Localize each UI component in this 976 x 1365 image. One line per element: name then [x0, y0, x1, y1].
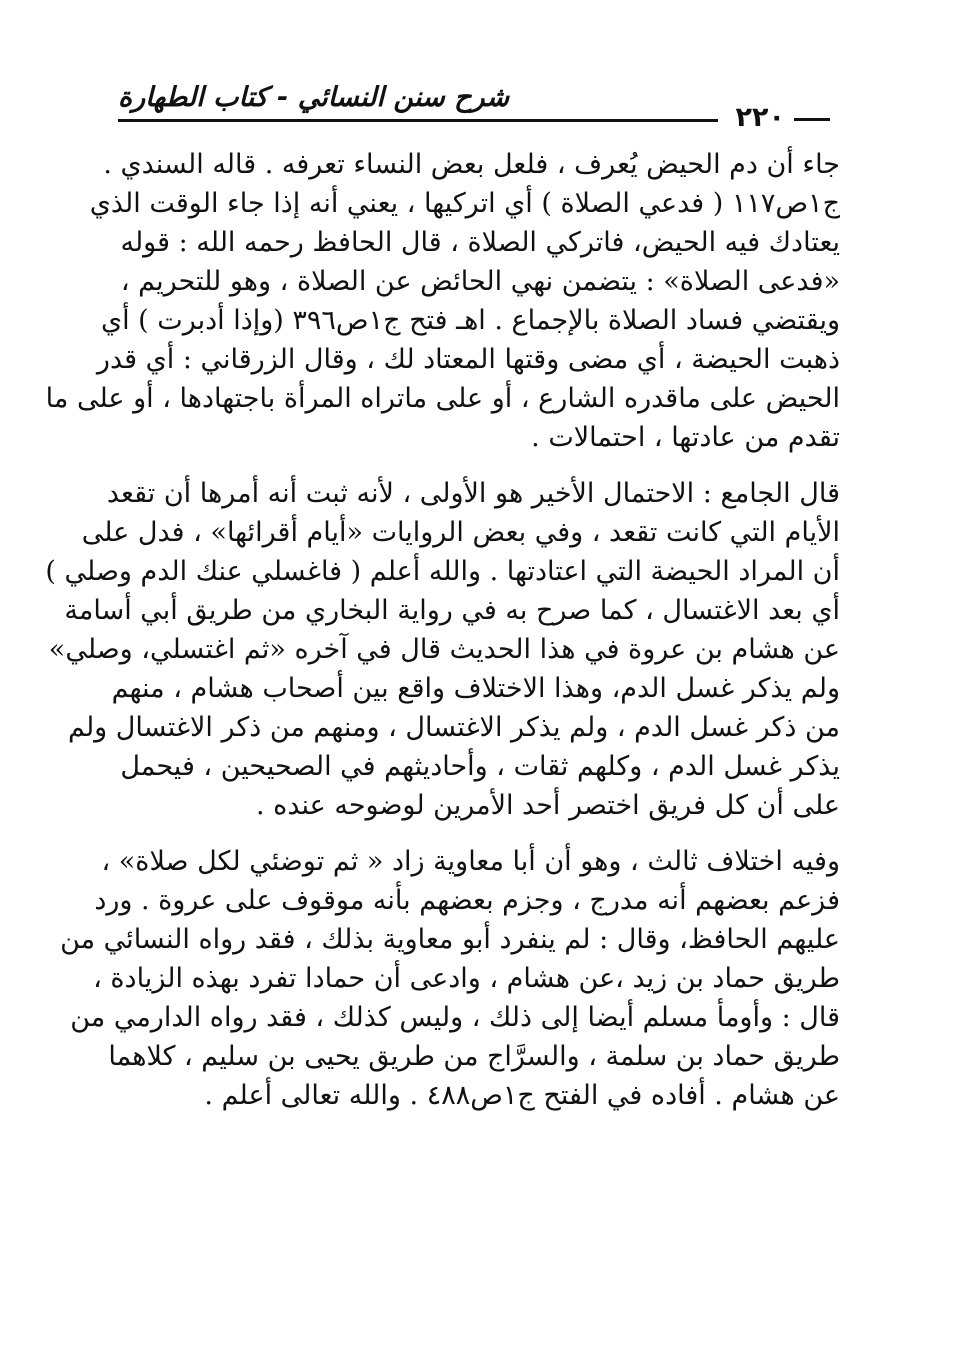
paragraph-2-line-3: أن المراد الحيضة التي اعتادتها . والله أعلم ( فاغسلي عنك الدم وصلي )	[45, 556, 840, 587]
paragraph-2-line-6: ولم يذكر غسل الدم، وهذا الاختلاف واقع بين أصحاب هشام ، منهم	[111, 673, 840, 704]
header-rule	[118, 119, 718, 122]
paragraph-1	[45, 145, 840, 457]
paragraph-1-line-6: ذهبت الحيضة ، أي مضى وقتها المعتاد لك ، وقال الزرقاني : أي قدر	[96, 344, 840, 375]
paragraph-2-line-9: على أن كل فريق اختصر أحد الأمرين لوضوحه عنده .	[256, 790, 840, 821]
paragraph-2-line-2: الأيام التي كانت تقعد ، وفي بعض الروايات «أيام أقرائها» ، فدل على	[81, 517, 840, 548]
paragraph-2-line-1: قال الجامع : الاحتمال الأخير هو الأولى ، لأنه ثبت أنه أمرها أن تقعد	[106, 478, 840, 509]
paragraph-1-line-7: الحيض على ماقدره الشارع ، أو على ماتراه المرأة باجتهادها ، أو على ما	[45, 383, 840, 414]
paragraph-2	[45, 474, 840, 825]
paragraph-3-line-7: عن هشام . أفاده في الفتح ج١ص٤٨٨ . والله تعالى أعلم .	[204, 1080, 840, 1111]
paragraph-3-line-5: قال : وأومأ مسلم أيضا إلى ذلك ، وليس كذلك ، فقد رواه الدارمي من	[70, 1002, 840, 1033]
page-body	[45, 145, 840, 1115]
page-number: ٢٢٠	[735, 102, 785, 133]
paragraph-gap	[115, 457, 840, 474]
paragraph-1-line-4: «فدعى الصلاة» : يتضمن نهي الحائض عن الصلاة ، وهو للتحريم ،	[120, 266, 840, 297]
paragraph-3-line-3: عليهم الحافظ، وقال : لم ينفرد أبو معاوية بذلك ، فقد رواه النسائي من	[60, 924, 840, 955]
paragraph-3-line-1: وفيه اختلاف ثالث ، وهو أن أبا معاوية زاد « ثم توضئي لكل صلاة» ،	[101, 846, 840, 877]
paragraph-1-line-1: جاء أن دم الحيض يُعرف ، فلعل بعض النساء تعرفه . قاله السندي .	[103, 149, 840, 180]
paragraph-2-line-8: يذكر غسل الدم ، وكلهم ثقات ، وأحاديثهم في الصحيحين ، فيحمل	[120, 751, 840, 782]
page-number-dash	[794, 118, 830, 121]
running-title: شرح سنن النسائي - كتاب الطهارة	[118, 82, 510, 113]
paragraph-3-line-6: طريق حماد بن سلمة ، والسرَّاج من طريق يحيى بن سليم ، كلاهما	[108, 1041, 840, 1072]
paragraph-3-line-2: فزعم بعضهم أنه مدرج ، وجزم بعضهم بأنه موقوف على عروة . ورد	[94, 885, 840, 916]
paragraph-1-line-8: تقدم من عادتها ، احتمالات .	[531, 422, 840, 453]
paragraph-2-line-7: من ذكر غسل الدم ، ولم يذكر الاغتسال ، ومنهم من ذكر الاغتسال ولم	[67, 712, 840, 743]
paragraph-2-line-4: أي بعد الاغتسال ، كما صرح به في رواية البخاري من طريق أبي أسامة	[64, 595, 840, 626]
paragraph-3-line-4: طريق حماد بن زيد ،عن هشام ، وادعى أن حمادا تفرد بهذه الزيادة ،	[93, 963, 840, 994]
paragraph-3	[60, 842, 840, 1115]
paragraph-2-line-5: عن هشام بن عروة في هذا الحديث قال في آخره «ثم اغتسلي، وصلي»	[48, 634, 840, 665]
paragraph-1-line-3: يعتادك فيه الحيض، فاتركي الصلاة ، قال الحافظ رحمه الله : قوله	[120, 227, 840, 258]
page-header	[118, 82, 830, 132]
paragraph-1-line-5: ويقتضي فساد الصلاة بالإجماع . اهـ فتح ج١ص٣٩٦ (وإذا أدبرت ) أي	[100, 305, 840, 336]
paragraph-gap	[115, 825, 840, 842]
paragraph-1-line-2: ج١ص١١٧ ( فدعي الصلاة ) أي اتركيها ، يعني أنه إذا جاء الوقت الذي	[89, 188, 840, 219]
